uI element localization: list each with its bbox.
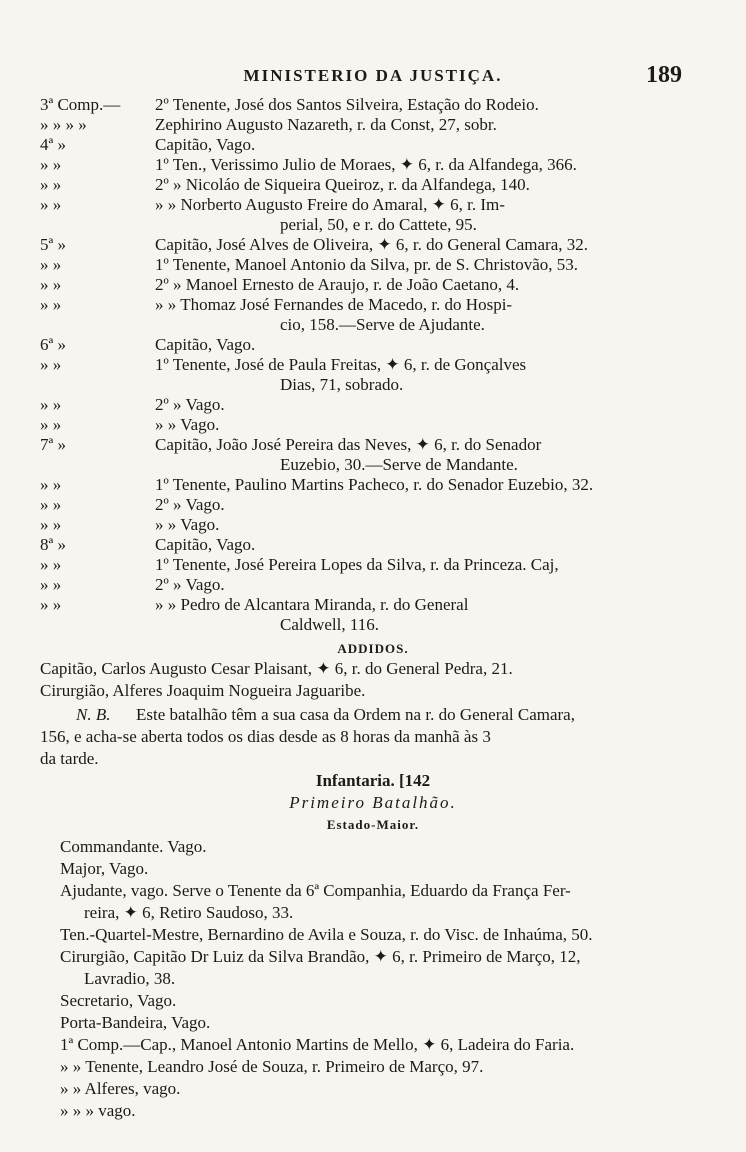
roster-body: 2º » Vago. bbox=[155, 395, 225, 414]
roster-line bbox=[0, 394, 746, 416]
infantry-line bbox=[0, 990, 746, 1012]
roster-line bbox=[0, 374, 746, 396]
roster-line bbox=[0, 414, 746, 436]
roster-prefix: 8ª » bbox=[40, 535, 66, 554]
roster-line bbox=[0, 594, 746, 616]
addidos-line: Cirurgião, Alferes Joaquim Nogueira Jaguaribe. bbox=[40, 681, 366, 700]
infantry-line bbox=[0, 836, 746, 858]
roster-body: 1º Tenente, José de Paula Freitas, ✦ 6, r. de Gonçalves bbox=[155, 355, 527, 374]
infantry-line bbox=[0, 1034, 746, 1056]
roster-body: Capitão, João José Pereira das Neves, ✦ 6, r. do Senador bbox=[155, 435, 542, 454]
roster-body: cio, 158.—Serve de Ajudante. bbox=[280, 315, 485, 334]
roster-body: Euzebio, 30.—Serve de Mandante. bbox=[280, 455, 518, 474]
roster-body: 2º » Nicoláo de Siqueira Queiroz, r. da Alfandega, 140. bbox=[155, 175, 530, 194]
roster-body: » » Vago. bbox=[155, 515, 220, 534]
roster-line bbox=[0, 94, 746, 116]
roster-body: 2º Tenente, José dos Santos Silveira, Estação do Rodeio. bbox=[155, 95, 539, 114]
staff-heading: Estado-Maior. bbox=[326, 817, 420, 832]
roster-body: Capitão, Vago. bbox=[155, 135, 256, 154]
roster-line bbox=[0, 454, 746, 476]
note-line: 156, e acha-se aberta todos os dias desde as 8 horas da manhã às 3 bbox=[40, 727, 491, 746]
infantry-line-text: Commandante. Vago. bbox=[60, 837, 207, 856]
roster-line bbox=[0, 554, 746, 576]
roster-line bbox=[0, 534, 746, 556]
infantry-line bbox=[0, 1012, 746, 1034]
roster-body: 1º Tenente, Paulino Martins Pacheco, r. do Senador Euzebio, 32. bbox=[155, 475, 594, 494]
roster-prefix: 4ª » bbox=[40, 135, 66, 154]
infantry-line bbox=[0, 858, 746, 880]
roster-body: 1º Tenente, Manoel Antonio da Silva, pr. de S. Christovão, 53. bbox=[155, 255, 579, 274]
roster-prefix: » » bbox=[40, 275, 62, 294]
infantry-line bbox=[0, 968, 746, 990]
note-line: da tarde. bbox=[40, 749, 99, 768]
roster-line bbox=[0, 574, 746, 596]
infantry-line-text: 1ª Comp.—Cap., Manoel Antonio Martins de Mello, ✦ 6, Ladeira do Faria. bbox=[60, 1035, 575, 1054]
roster-body: 1º Ten., Verissimo Julio de Moraes, ✦ 6, r. da Alfandega, 366. bbox=[155, 155, 577, 174]
roster-prefix: » » bbox=[40, 195, 62, 214]
infantry-line bbox=[0, 1056, 746, 1078]
roster-prefix: » » bbox=[40, 495, 62, 514]
addidos-heading: ADDIDOS. bbox=[337, 641, 409, 656]
infantry-line-text: reira, ✦ 6, Retiro Saudoso, 33. bbox=[84, 903, 294, 922]
infantry-line bbox=[0, 1100, 746, 1122]
roster-prefix: » » bbox=[40, 595, 62, 614]
roster-prefix: » » bbox=[40, 295, 62, 314]
infantry-line bbox=[0, 1078, 746, 1100]
roster-line bbox=[0, 154, 746, 176]
infantry-line-text: Secretario, Vago. bbox=[60, 991, 177, 1010]
roster-line bbox=[0, 234, 746, 256]
roster-body: » » Norberto Augusto Freire do Amaral, ✦ 6, r. Im- bbox=[155, 195, 505, 214]
roster-line bbox=[0, 494, 746, 516]
roster-prefix: » » bbox=[40, 355, 62, 374]
roster-line bbox=[0, 274, 746, 296]
section-heading: Infantaria. [142 bbox=[315, 771, 431, 790]
roster-body: » » Vago. bbox=[155, 415, 220, 434]
infantry-line-text: Cirurgião, Capitão Dr Luiz da Silva Brandão, ✦ 6, r. Primeiro de Março, 12, bbox=[60, 947, 581, 966]
roster-body: » » Pedro de Alcantara Miranda, r. do General bbox=[155, 595, 469, 614]
roster-body: Zephirino Augusto Nazareth, r. da Const, 27, sobr. bbox=[155, 115, 497, 134]
roster-prefix: » » bbox=[40, 395, 62, 414]
roster-body: perial, 50, e r. do Cattete, 95. bbox=[280, 215, 477, 234]
roster-line bbox=[0, 114, 746, 136]
roster-prefix: 7ª » bbox=[40, 435, 66, 454]
roster-body: 2º » Vago. bbox=[155, 575, 225, 594]
infantry-line-text: » » » vago. bbox=[60, 1101, 136, 1120]
roster-line bbox=[0, 174, 746, 196]
infantry-line bbox=[0, 946, 746, 968]
roster-line bbox=[0, 434, 746, 456]
infantry-line-text: » » Alferes, vago. bbox=[60, 1079, 181, 1098]
roster-body: Caldwell, 116. bbox=[280, 615, 379, 634]
roster-line bbox=[0, 314, 746, 336]
roster-prefix: » » bbox=[40, 475, 62, 494]
infantry-line-text: » » Tenente, Leandro José de Souza, r. Primeiro de Março, 97. bbox=[60, 1057, 484, 1076]
infantry-line-text: Ten.-Quartel-Mestre, Bernardino de Avila e Souza, r. do Visc. de Inhaúma, 50. bbox=[60, 925, 593, 944]
infantry-line bbox=[0, 880, 746, 902]
infantry-line-text: Ajudante, vago. Serve o Tenente da 6ª Companhia, Eduardo da França Fer- bbox=[60, 881, 571, 900]
infantry-line-text: Porta-Bandeira, Vago. bbox=[60, 1013, 211, 1032]
infantry-line bbox=[0, 924, 746, 946]
roster-body: 2º » Manoel Ernesto de Araujo, r. de João Caetano, 4. bbox=[155, 275, 520, 294]
roster-prefix: » » bbox=[40, 555, 62, 574]
roster-line bbox=[0, 254, 746, 276]
roster-line bbox=[0, 294, 746, 316]
roster-prefix: 5ª » bbox=[40, 235, 66, 254]
roster-line bbox=[0, 134, 746, 156]
roster-prefix: » » bbox=[40, 175, 62, 194]
section-subheading: Primeiro Batalhão. bbox=[289, 793, 457, 812]
roster-prefix: » » bbox=[40, 155, 62, 174]
note-line: Este batalhão têm a sua casa da Ordem na r. do General Camara, bbox=[136, 705, 575, 724]
roster-line bbox=[0, 514, 746, 536]
infantry-line bbox=[0, 902, 746, 924]
roster-body: 2º » Vago. bbox=[155, 495, 225, 514]
roster-prefix: » » bbox=[40, 255, 62, 274]
roster-body: Capitão, José Alves de Oliveira, ✦ 6, r. do General Camara, 32. bbox=[155, 235, 588, 254]
roster-line bbox=[0, 354, 746, 376]
roster-line bbox=[0, 194, 746, 216]
page-number: 189 bbox=[646, 62, 682, 88]
roster-prefix: » » bbox=[40, 515, 62, 534]
addidos-line: Capitão, Carlos Augusto Cesar Plaisant, ✦ 6, r. do General Pedra, 21. bbox=[40, 659, 513, 678]
roster-line bbox=[0, 214, 746, 236]
roster-prefix: » » bbox=[40, 575, 62, 594]
page-header-title: MINISTERIO DA JUSTIÇA. bbox=[243, 66, 503, 85]
roster-body: Capitão, Vago. bbox=[155, 335, 256, 354]
roster-prefix: » » » » bbox=[40, 115, 87, 134]
roster-line bbox=[0, 614, 746, 636]
infantry-line-text: Major, Vago. bbox=[60, 859, 149, 878]
roster-body: 1º Tenente, José Pereira Lopes da Silva, r. da Princeza. Caj, bbox=[155, 555, 559, 574]
roster-line bbox=[0, 474, 746, 496]
roster-body: » » Thomaz José Fernandes de Macedo, r. do Hospi- bbox=[155, 295, 513, 314]
note-label: N. B. bbox=[76, 705, 111, 724]
roster-prefix: 6ª » bbox=[40, 335, 66, 354]
infantry-line-text: Lavradio, 38. bbox=[84, 969, 176, 988]
roster-body: Capitão, Vago. bbox=[155, 535, 256, 554]
roster-line bbox=[0, 334, 746, 356]
roster-body: Dias, 71, sobrado. bbox=[280, 375, 404, 394]
roster-prefix: 3ª Comp.— bbox=[40, 95, 121, 114]
roster-prefix: » » bbox=[40, 415, 62, 434]
